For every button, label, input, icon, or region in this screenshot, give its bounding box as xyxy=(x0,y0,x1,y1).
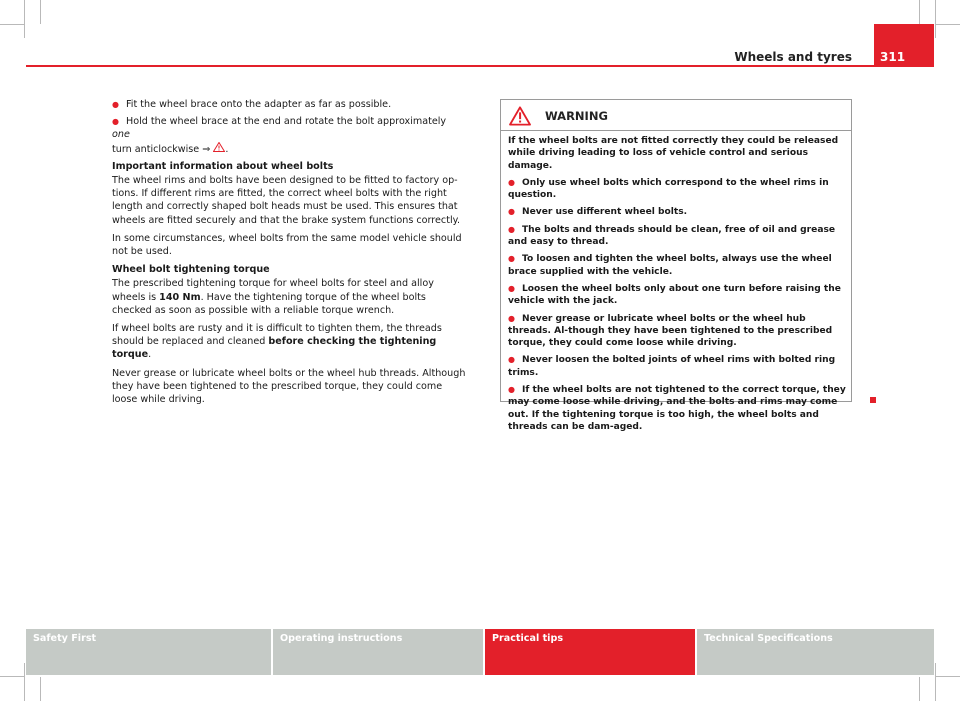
tab-operating-instructions[interactable]: Operating instructions xyxy=(280,633,403,644)
list-item xyxy=(112,98,466,111)
warning-item xyxy=(508,177,846,202)
tab-technical-specifications[interactable]: Technical Specifications xyxy=(704,633,833,644)
warning-item-text: If the wheel bolts are not tightened to the correct torque, they may come loose while driving, and the bolts and rims may come out. If the tightening torque is too high, the wheel bolts and threads can be dam-aged. xyxy=(508,385,846,432)
warning-title: WARNING xyxy=(545,109,608,123)
bullet-icon: ● xyxy=(112,100,119,109)
crop-mark xyxy=(919,677,920,701)
warning-item xyxy=(508,313,846,350)
paragraph-text: The prescribed tightening torque for wheel bolts for steel and alloy wheels is xyxy=(112,278,434,303)
footer-nav xyxy=(26,629,934,675)
paragraph: Never grease or lubricate wheel bolts or the wheel hub threads. Although they have been tightened to the prescribed torque, they could come loose while driving. xyxy=(112,367,466,406)
bullet-icon: ● xyxy=(508,385,515,395)
bullet-text-cont: turn anticlockwise ⇒ xyxy=(112,143,214,155)
section-heading: Important information about wheel bolts xyxy=(112,160,334,172)
crop-mark xyxy=(24,663,25,701)
warning-header xyxy=(501,100,851,131)
bullet-icon: ● xyxy=(508,283,515,293)
crop-mark xyxy=(936,676,960,677)
bullet-icon: ● xyxy=(508,254,515,264)
warning-triangle-icon xyxy=(509,106,531,126)
list-item: ● Hold the wheel brace at the end and rotate the bolt approximately one turn anticlockwise ⇒ . xyxy=(112,116,447,155)
left-column xyxy=(112,98,466,411)
header-rule xyxy=(26,65,934,67)
warning-item xyxy=(508,283,846,308)
section-heading: Wheel bolt tightening torque xyxy=(112,264,270,276)
warning-item-text: The bolts and threads should be clean, free of oil and grease and easy to thread. xyxy=(508,224,836,248)
paragraph xyxy=(112,322,466,362)
bullet-icon: ● xyxy=(508,313,515,323)
crop-mark xyxy=(919,0,920,24)
bullet-text: Hold the wheel brace at the end and rotate the bolt approximately xyxy=(125,116,447,128)
crop-mark xyxy=(0,24,24,25)
warning-reference-icon[interactable] xyxy=(213,144,225,155)
page-title: Wheels and tyres xyxy=(734,50,852,64)
crop-mark xyxy=(936,24,960,25)
paragraph-text: If wheel bolts are rusty and it is difficult to tighten them, the threads should be replaced and cleaned xyxy=(112,323,442,348)
bullet-icon: ● xyxy=(508,224,515,234)
emphasis-text: one xyxy=(112,129,130,141)
warning-item xyxy=(508,224,846,249)
warning-item-text: Never use different wheel bolts. xyxy=(521,207,688,218)
paragraph: The wheel rims and bolts have been designed to be fitted to factory op-tions. If different rims are fitted, the correct wheel bolts with the right length and correctly shaped bolt heads must be used. This ensures that wheels are fitted securely and that the brake system functions correctly. xyxy=(112,175,460,226)
bold-text: before checking the tightening torque xyxy=(112,336,437,361)
warning-item xyxy=(508,253,846,278)
section-end-marker xyxy=(870,397,876,403)
bullet-text: Fit the wheel brace onto the adapter as far as possible. xyxy=(125,99,392,110)
warning-item xyxy=(508,384,846,433)
crop-mark xyxy=(40,0,41,24)
bullet-icon: ● xyxy=(112,117,119,127)
paragraph-text: . Have the tightening torque of the wheel bolts checked as soon as possible with a reliable torque wrench. xyxy=(112,291,426,316)
warning-item-text: Loosen the wheel bolts only about one turn before raising the vehicle with the jack. xyxy=(508,283,841,307)
warning-item-text: To loosen and tighten the wheel bolts, always use the wheel brace supplied with the vehicle. xyxy=(508,254,832,277)
page-number: 311 xyxy=(880,50,906,64)
warning-item xyxy=(508,354,846,379)
warning-item xyxy=(508,206,846,218)
crop-mark xyxy=(0,676,24,677)
torque-value: 140 Nm xyxy=(159,291,201,303)
crop-mark xyxy=(935,0,936,38)
warning-item-text: Never grease or lubricate wheel bolts or the wheel hub threads. Al-though they have been tightened to the prescribed torque, they could come loose while driving. xyxy=(508,313,833,349)
crop-mark xyxy=(40,677,41,701)
bullet-icon: ● xyxy=(508,207,515,217)
crop-mark xyxy=(24,0,25,38)
bullet-icon: ● xyxy=(508,177,515,187)
warning-body xyxy=(501,131,851,433)
tab-practical-tips[interactable]: Practical tips xyxy=(485,629,695,675)
paragraph-text: . xyxy=(148,349,152,361)
paragraph: In some circumstances, wheel bolts from the same model vehicle should not be used. xyxy=(112,232,462,258)
tab-safety-first[interactable]: Safety First xyxy=(33,633,97,644)
warning-box xyxy=(500,99,852,432)
warning-intro: If the wheel bolts are not fitted correctly they could be released while driving leading to loss of vehicle control and serious damage. xyxy=(508,136,839,171)
paragraph xyxy=(112,277,466,317)
warning-item-text: Never loosen the bolted joints of wheel rims with bolted ring trims. xyxy=(508,355,836,378)
warning-item-text: Only use wheel bolts which correspond to the wheel rims in question. xyxy=(508,177,829,201)
crop-mark xyxy=(935,663,936,701)
bullet-icon: ● xyxy=(508,355,515,365)
